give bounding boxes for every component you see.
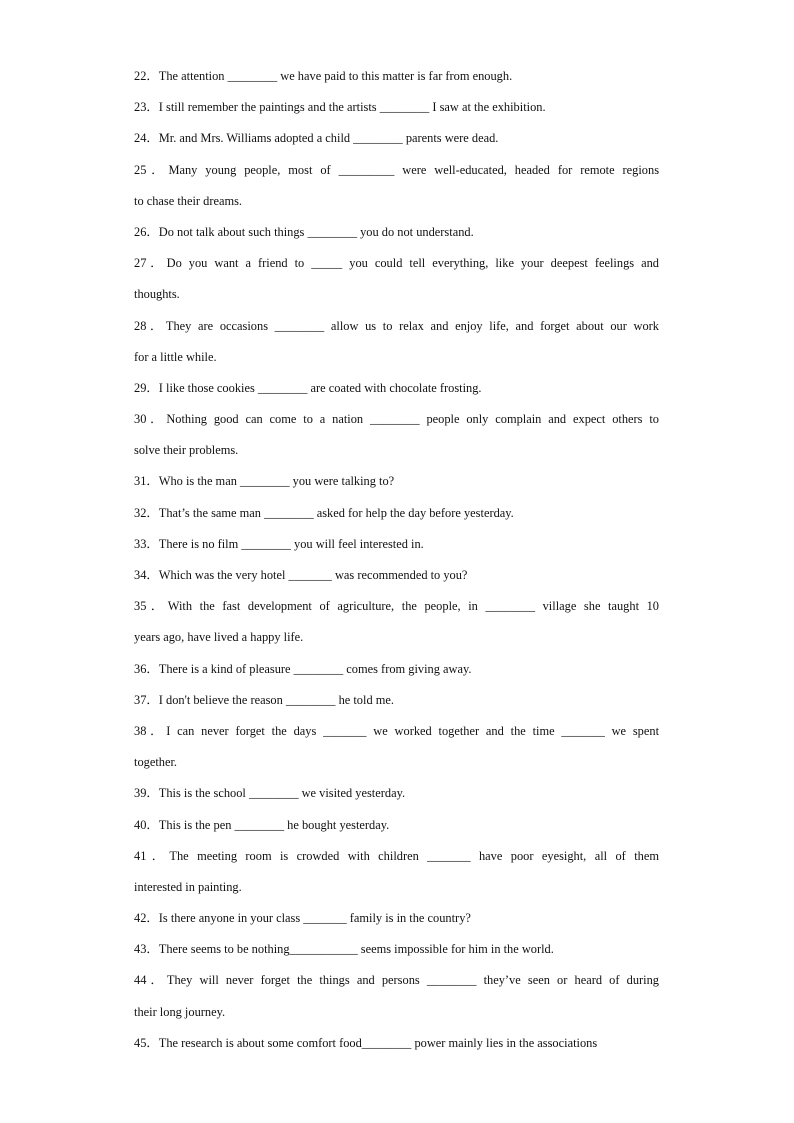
question-text: years ago, have lived a happy life. bbox=[134, 630, 304, 645]
question-text: interested in painting. bbox=[134, 879, 242, 894]
question-text: The meeting room is crowded with children _______ have poor eyesight, all of them bbox=[169, 848, 660, 863]
question-39 bbox=[134, 783, 659, 814]
question-number: 27． bbox=[134, 256, 167, 271]
question-text: Many young people, most of _________ were well-educated, headed for remote regions bbox=[168, 162, 660, 177]
question-34 bbox=[134, 565, 659, 596]
question-28 bbox=[134, 316, 659, 347]
question-text: I can never forget the days _______ we worked together and the time _______ we spent bbox=[166, 723, 660, 738]
question-number: 28． bbox=[134, 318, 166, 333]
question-text: Mr. and Mrs. Williams adopted a child ________ parents were dead. bbox=[158, 131, 499, 146]
question-text: Is there anyone in your class _______ family is in the country? bbox=[158, 911, 471, 926]
question-45 bbox=[134, 1033, 659, 1064]
question-continuation bbox=[134, 191, 659, 222]
question-text: There is no film ________ you will feel interested in. bbox=[158, 536, 424, 551]
question-27 bbox=[134, 253, 659, 284]
question-40 bbox=[134, 815, 659, 846]
question-30 bbox=[134, 409, 659, 440]
question-text: The attention ________ we have paid to this matter is far from enough. bbox=[158, 69, 513, 83]
question-text: thoughts. bbox=[134, 287, 180, 302]
question-continuation bbox=[134, 627, 659, 658]
question-text: With the fast development of agriculture, the people, in ________ village she taught 10 bbox=[167, 599, 659, 614]
question-24 bbox=[134, 128, 659, 159]
question-number: 31． bbox=[134, 474, 159, 489]
question-text: I don't believe the reason ________ he told me. bbox=[158, 692, 394, 707]
question-number: 44． bbox=[134, 973, 167, 988]
question-number: 32． bbox=[134, 505, 159, 520]
question-number: 22． bbox=[134, 69, 159, 83]
question-23 bbox=[134, 97, 659, 128]
question-number: 35． bbox=[134, 599, 168, 614]
question-number: 34． bbox=[134, 568, 159, 582]
question-41 bbox=[134, 846, 659, 877]
question-continuation bbox=[134, 877, 659, 908]
question-text: together. bbox=[134, 755, 178, 770]
question-text: This is the school ________ we visited yesterday. bbox=[158, 786, 406, 801]
question-number: 23． bbox=[134, 100, 159, 115]
question-text: That’s the same man ________ asked for help the day before yesterday. bbox=[158, 505, 514, 520]
question-text: I like those cookies ________ are coated with chocolate frosting. bbox=[158, 380, 482, 395]
question-text: There seems to be nothing___________ seems impossible for him in the world. bbox=[158, 942, 554, 957]
question-number: 30． bbox=[134, 412, 167, 427]
question-31 bbox=[134, 471, 659, 502]
question-text: The research is about some comfort food________ power mainly lies in the associations bbox=[158, 1035, 598, 1050]
question-22 bbox=[134, 66, 659, 97]
question-35 bbox=[134, 596, 659, 627]
question-text: They will never forget the things and persons ________ they’ve seen or heard of during bbox=[166, 973, 659, 988]
question-text: their long journey. bbox=[134, 1004, 226, 1019]
question-number: 39． bbox=[134, 786, 159, 801]
question-number: 40． bbox=[134, 817, 159, 832]
question-number: 29． bbox=[134, 380, 159, 395]
question-26 bbox=[134, 222, 659, 253]
question-number: 24． bbox=[134, 131, 159, 146]
question-text: Who is the man ________ you were talking to? bbox=[158, 474, 395, 489]
question-list bbox=[134, 66, 659, 1064]
question-33 bbox=[134, 534, 659, 565]
question-number: 36． bbox=[134, 661, 159, 676]
question-number: 33． bbox=[134, 536, 159, 551]
question-number: 41． bbox=[134, 848, 170, 863]
question-number: 45． bbox=[134, 1035, 159, 1050]
question-number: 43． bbox=[134, 942, 159, 957]
question-32 bbox=[134, 503, 659, 534]
question-text: for a little while. bbox=[134, 349, 217, 364]
question-continuation bbox=[134, 440, 659, 471]
question-42 bbox=[134, 908, 659, 939]
question-text: They are occasions ________ allow us to relax and enjoy life, and forget about our work bbox=[165, 318, 659, 333]
question-text: There is a kind of pleasure ________ comes from giving away. bbox=[158, 661, 472, 676]
question-44 bbox=[134, 970, 659, 1001]
question-text: Nothing good can come to a nation ________ people only complain and expect others to bbox=[166, 412, 660, 427]
question-36 bbox=[134, 659, 659, 690]
question-continuation bbox=[134, 284, 659, 315]
question-continuation bbox=[134, 1002, 659, 1033]
question-text: Do you want a friend to _____ you could tell everything, like your deepest feelings and bbox=[166, 256, 659, 271]
question-continuation bbox=[134, 752, 659, 783]
question-number: 38． bbox=[134, 723, 167, 738]
question-number: 25． bbox=[134, 162, 169, 177]
question-text: to chase their dreams. bbox=[134, 193, 243, 208]
question-37 bbox=[134, 690, 659, 721]
question-number: 26． bbox=[134, 224, 159, 239]
question-text: Which was the very hotel _______ was recommended to you? bbox=[158, 568, 468, 582]
question-number: 37． bbox=[134, 692, 159, 707]
question-29 bbox=[134, 378, 659, 409]
question-text: This is the pen ________ he bought yesterday. bbox=[158, 817, 390, 832]
question-text: I still remember the paintings and the artists ________ I saw at the exhibition. bbox=[158, 100, 546, 115]
question-25 bbox=[134, 160, 659, 191]
question-number: 42． bbox=[134, 911, 159, 926]
question-text: Do not talk about such things ________ you do not understand. bbox=[158, 224, 474, 239]
question-continuation bbox=[134, 347, 659, 378]
question-text: solve their problems. bbox=[134, 443, 239, 458]
question-38 bbox=[134, 721, 659, 752]
question-43 bbox=[134, 939, 659, 970]
